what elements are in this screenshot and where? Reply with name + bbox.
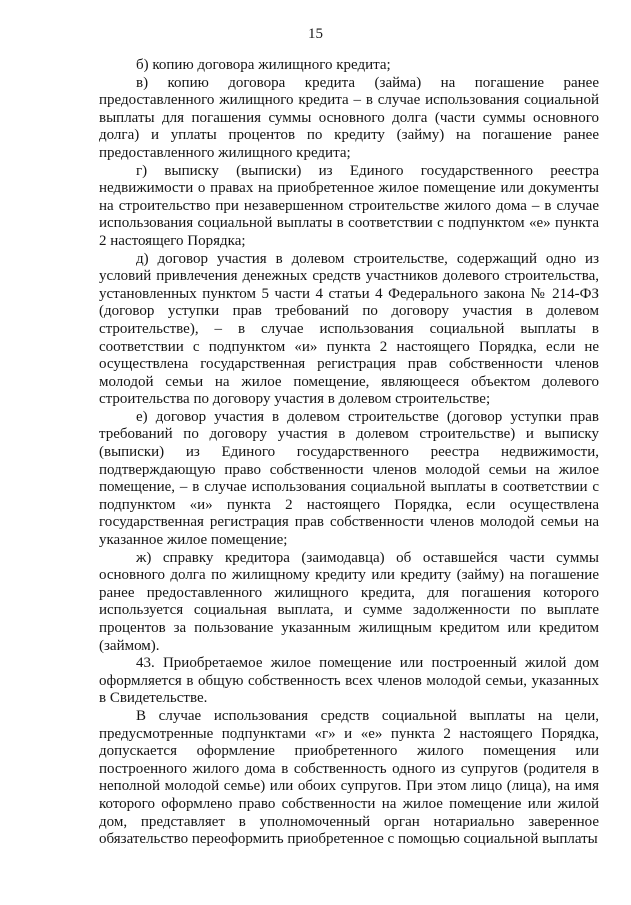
document-body — [99, 57, 599, 849]
paragraph-43: 43. Приобретаемое жилое помещение или построенный жилой дом оформляется в общую собственность всех членов молодой семьи, указанных в Свидетельстве. — [99, 655, 599, 707]
paragraph-e: е) договор участия в долевом строительстве (договор уступки прав требований по договору участия в долевом строительстве) и выписку (выписки) из Единого государственного реестра недвижимости, подтверждающую право собственности членов молодой семьи на жилое помещение, – в случае использования социальной выплаты в соответствии с подпунктом «и» пункта 2 настоящего Порядка, если осуществлена государственная регистрация прав собственности членов молодой семьи на указанное жилое помещение; — [99, 408, 599, 549]
paragraph-g: г) выписку (выписки) из Единого государственного реестра недвижимости о правах на приобретенное жилое помещение или документы на строительство при незавершенном строительстве жилого дома – в случае использования социальной выплаты в соответствии с подпунктом «е» пункта 2 настоящего Порядка; — [99, 162, 599, 249]
paragraph-v: в) копию договора кредита (займа) на погашение ранее предоставленного жилищного кредита – в случае использования социальной выплаты для погашения суммы основного долга (части суммы основного долга) и уплаты процентов по кредиту (займу) на погашение ранее предоставленного жилищного кредита; — [99, 74, 599, 161]
paragraph-zh: ж) справку кредитора (заимодавца) об оставшейся части суммы основного долга по жилищному кредиту или кредиту (займу) на погашение ранее предоставленного жилищного кредита, для погашения которого используется социальная выплата, и сумме задолженности по выплате процентов за пользование указанным жилищным кредитом или кредитом (займом). — [99, 549, 599, 654]
page-number: 15 — [308, 26, 323, 42]
paragraph-ownership: В случае использования средств социальной выплаты на цели, предусмотренные подпунктами «г» и «е» пункта 2 настоящего Порядка, допускается оформление приобретенного жилого помещения или построенного жилого дома в собственность одного из супругов (родителя в неполной молодой семье) или обоих супругов. При этом лицо (лица), на имя которого оформлено право собственности на жилое помещение или жилой дом, представляет в уполномоченный орган нотариально заверенное обязательство переоформить приобретенное с помощью социальной выплаты — [99, 707, 599, 848]
paragraph-b: б) копию договора жилищного кредита; — [136, 57, 391, 73]
paragraph-d: д) договор участия в долевом строительстве, содержащий одно из условий привлечения денежных средств участников долевого строительства, установленных пунктом 5 части 4 статьи 4 Федерального закона № 214-ФЗ (договор уступки прав требований по договору участия в долевом строительстве), – в случае использования социальной выплаты в соответствии с подпунктом «и» пункта 2 настоящего Порядка, если не осуществлена государственная регистрация прав собственности членов молодой семьи на жилое помещение, являющееся объектом долевого строительства по договору участия в долевом строительстве; — [99, 250, 599, 408]
